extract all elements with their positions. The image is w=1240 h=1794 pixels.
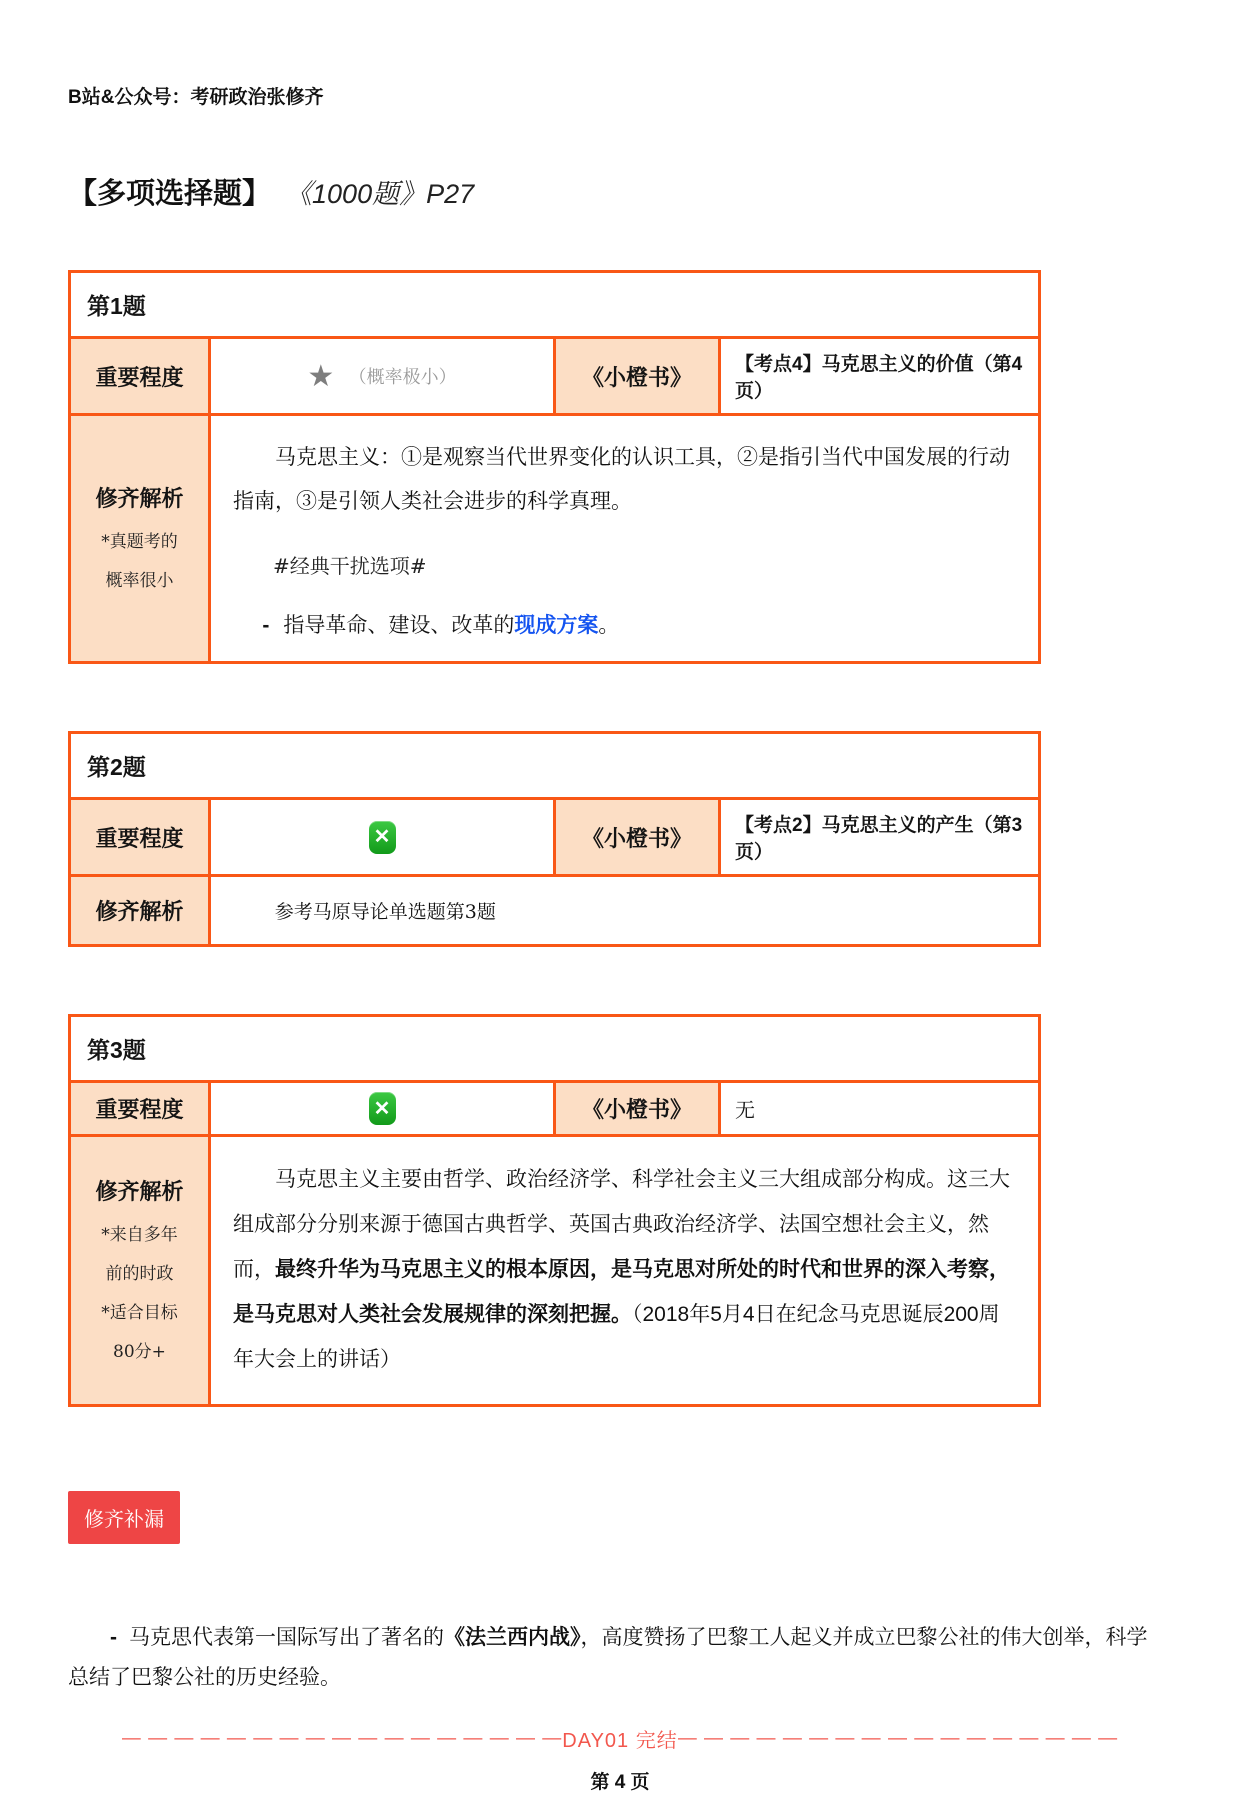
question-2-analysis-row	[70, 876, 1040, 946]
question-2-analysis-text: 参考马原导论单选题第3题	[274, 901, 496, 923]
bullet-text-suffix: 。	[598, 614, 620, 637]
analysis-note: *真题考的	[101, 531, 178, 552]
patch-text-part1: 马克思代表第一国际写出了著名的	[129, 1626, 444, 1649]
bullet-dash: -	[262, 614, 270, 637]
question-2-title: 第2题	[70, 733, 1040, 799]
patch-section-badge: 修齐补漏	[68, 1491, 180, 1544]
question-1-importance-value	[210, 338, 555, 415]
section-title-bracket: 【多项选择题】	[68, 178, 272, 210]
question-3-analysis-label-cell	[70, 1136, 210, 1406]
section-title-book-ref: 《1000题》P27	[285, 179, 475, 209]
question-1-table	[68, 270, 1041, 664]
importance-label: 重要程度	[70, 1082, 210, 1136]
question-3-title-row	[70, 1016, 1040, 1082]
analysis-text-bold: 最终升华为马克思主义的根本原因，是马克思对所处的时代和世界的深入考察，是马克思对人类社会发展规律的深刻把握。	[233, 1258, 1010, 1326]
analysis-label: 修齐解析	[95, 485, 184, 511]
day-divider	[68, 1724, 1172, 1753]
channel-header: B站&公众号：考研政治张修齐	[68, 87, 324, 108]
question-2-importance-row	[70, 799, 1040, 876]
question-3-importance-row	[70, 1082, 1040, 1136]
analysis-note: *来自多年	[101, 1224, 178, 1245]
question-3-analysis-paragraph	[233, 1157, 1016, 1382]
analysis-note: 前的时政	[105, 1263, 174, 1284]
importance-note: （概率极小）	[348, 367, 457, 388]
page-number: 第 4 页	[590, 1772, 650, 1793]
star-icon: ★	[307, 359, 335, 393]
cross-mark-icon: ✕	[369, 821, 396, 854]
question-3-analysis-row	[70, 1136, 1040, 1406]
question-3-analysis-body	[210, 1136, 1040, 1406]
section-title	[68, 171, 1172, 212]
question-1-importance-row	[70, 338, 1040, 415]
importance-label: 重要程度	[70, 338, 210, 415]
analysis-text-source: （2018年5月4日在纪念马克思诞辰200周年大会上的讲话）	[233, 1303, 1000, 1371]
analysis-label: 修齐解析	[95, 899, 184, 924]
orange-book-label: 《小橙书》	[555, 338, 720, 415]
question-1-tagline: #经典干扰选项#	[273, 554, 427, 578]
bullet-dash: -	[110, 1626, 117, 1649]
orange-book-label: 《小橙书》	[555, 799, 720, 876]
analysis-note: 80分+	[113, 1342, 166, 1363]
importance-label: 重要程度	[70, 799, 210, 876]
question-1-analysis-body	[210, 415, 1040, 663]
cross-mark-icon: ✕	[369, 1092, 396, 1125]
question-1-bullet	[262, 609, 1016, 639]
question-2-title-row	[70, 733, 1040, 799]
analysis-text-normal: 马克思主义主要由哲学、政治经济学、科学社会主义三大组成部分构成。这三大组成部分分别来源于德国古典哲学、英国古典政治经济学、法国空想社会主义，然而，	[233, 1168, 1010, 1281]
question-2-importance-value	[210, 799, 555, 876]
question-3-title: 第3题	[70, 1016, 1040, 1082]
orange-book-label: 《小橙书》	[555, 1082, 720, 1136]
question-2-analysis-body	[210, 876, 1040, 946]
patch-bullet	[68, 1618, 1158, 1698]
analysis-label: 修齐解析	[95, 1178, 184, 1204]
patch-text-bold: 《法兰西内战》	[444, 1626, 581, 1649]
divider-dashes-right: — — — — — — — — — — — — — — — — —	[677, 1727, 1119, 1749]
question-1-analysis-row	[70, 415, 1040, 663]
question-2-orange-book-ref: 【考点2】马克思主义的产生（第3页）	[720, 799, 1040, 876]
question-1-analysis-label-cell	[70, 415, 210, 663]
question-1-analysis-paragraph: 马克思主义：①是观察当代世界变化的认识工具，②是指引当代中国发展的行动指南，③是引领人类社会进步的科学真理。	[233, 446, 1010, 513]
analysis-note: 概率很小	[105, 571, 174, 591]
question-1-orange-book-ref: 【考点4】马克思主义的价值（第4页）	[720, 338, 1040, 415]
patch-text-part2: ，高度赞扬了巴黎工人起义并成立巴黎公社的伟大创举，科学总结了巴黎公社的历史经验。	[68, 1626, 1148, 1689]
question-2-analysis-label-cell	[70, 876, 210, 946]
question-1-title: 第1题	[70, 272, 1040, 338]
question-3-orange-book-ref: 无	[720, 1082, 1040, 1136]
question-1-title-row	[70, 272, 1040, 338]
question-3-table	[68, 1014, 1041, 1407]
divider-dashes-left: — — — — — — — — — — — — — — — — —	[121, 1727, 563, 1749]
question-2-table	[68, 731, 1041, 947]
bullet-text-highlight: 现成方案	[514, 614, 599, 637]
bullet-text-prefix: 指导革命、建设、改革的	[283, 614, 515, 637]
question-3-importance-value	[210, 1082, 555, 1136]
day-divider-label: DAY01 完结	[562, 1730, 678, 1752]
analysis-note: *适合目标	[101, 1303, 178, 1323]
